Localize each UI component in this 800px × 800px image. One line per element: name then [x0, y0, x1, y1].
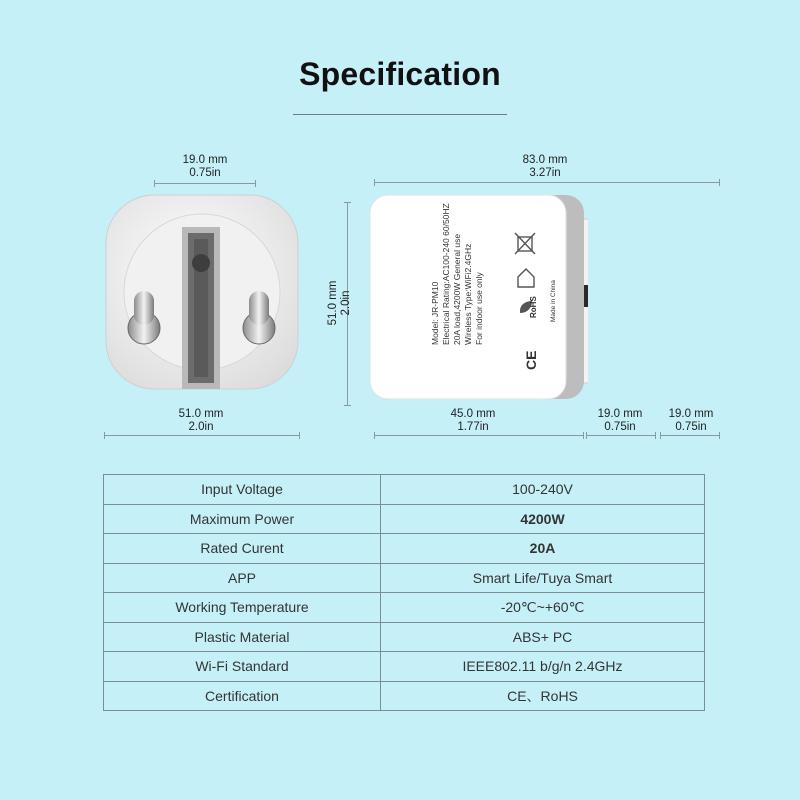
spec-label: APP — [104, 563, 381, 593]
side-pin2-dimension — [651, 408, 731, 434]
side-top-mm: 83.0 mm — [522, 154, 568, 166]
title-underline — [293, 114, 507, 115]
table-row — [104, 504, 705, 534]
front-top-mm: 19.0 mm — [182, 154, 228, 166]
table-row — [104, 681, 705, 711]
front-top-dimension-line — [154, 183, 256, 184]
front-bottom-dimension — [156, 408, 246, 434]
table-row — [104, 534, 705, 564]
spec-value: CE、RoHS — [381, 681, 705, 711]
side-top-dimension — [500, 154, 590, 180]
side-pin1-in: 0.75in — [604, 421, 636, 433]
table-row — [104, 563, 705, 593]
front-top-in: 0.75in — [189, 167, 221, 179]
side-pin1-mm: 19.0 mm — [597, 408, 643, 420]
spec-value: ABS+ PC — [381, 622, 705, 652]
height-in: 2.0in — [340, 290, 352, 316]
height-mm: 51.0 mm — [327, 280, 339, 326]
spec-value: IEEE802.11 b/g/n 2.4GHz — [381, 652, 705, 682]
spec-label: Plastic Material — [104, 622, 381, 652]
device-label-line: For indoor use only — [474, 272, 484, 345]
spec-value: 20A — [381, 534, 705, 564]
spec-table — [103, 474, 705, 711]
height-dimension — [327, 263, 353, 343]
spec-label: Certification — [104, 681, 381, 711]
device-label-line: 20A load,4200W General use — [452, 233, 462, 345]
spec-value: 100-240V — [381, 475, 705, 505]
spec-label: Input Voltage — [104, 475, 381, 505]
table-row — [104, 475, 705, 505]
spec-label: Wi-Fi Standard — [104, 652, 381, 682]
rohs-mark: RoHS — [529, 296, 538, 318]
side-top-in: 3.27in — [529, 167, 561, 179]
page-title: Specification — [299, 56, 501, 92]
side-pin2-dimension-line — [660, 435, 720, 436]
spec-value: 4200W — [381, 504, 705, 534]
device-label — [430, 203, 485, 345]
side-pin2-mm: 19.0 mm — [668, 408, 714, 420]
side-body-in: 1.77in — [457, 421, 489, 433]
made-in-label: Made in China — [550, 280, 557, 322]
side-top-dimension-line — [374, 182, 720, 183]
table-row — [104, 593, 705, 623]
table-row — [104, 652, 705, 682]
front-bottom-mm: 51.0 mm — [178, 408, 224, 420]
spec-value: -20℃~+60℃ — [381, 593, 705, 623]
side-body-dimension — [428, 408, 518, 434]
ce-mark: CE — [523, 350, 539, 370]
side-pin1-dimension-line — [586, 435, 656, 436]
front-bottom-dimension-line — [104, 435, 300, 436]
spec-label: Maximum Power — [104, 504, 381, 534]
side-body-dimension-line — [374, 435, 584, 436]
spec-label: Rated Curent — [104, 534, 381, 564]
side-body-mm: 45.0 mm — [450, 408, 496, 420]
device-label-line: Wireless Type:WiFi2.4GHz — [463, 243, 473, 345]
front-bottom-in: 2.0in — [188, 421, 214, 433]
front-top-dimension — [160, 154, 250, 180]
side-pin2-in: 0.75in — [675, 421, 707, 433]
plug-front-view — [104, 193, 300, 391]
device-label-line: Model: JR-PM10 — [430, 281, 440, 345]
table-row — [104, 622, 705, 652]
device-label-line: Electrical Rating:AC100-240 60/50HZ — [441, 203, 451, 345]
side-pin1-dimension — [580, 408, 660, 434]
spec-label: Working Temperature — [104, 593, 381, 623]
spec-value: Smart Life/Tuya Smart — [381, 563, 705, 593]
